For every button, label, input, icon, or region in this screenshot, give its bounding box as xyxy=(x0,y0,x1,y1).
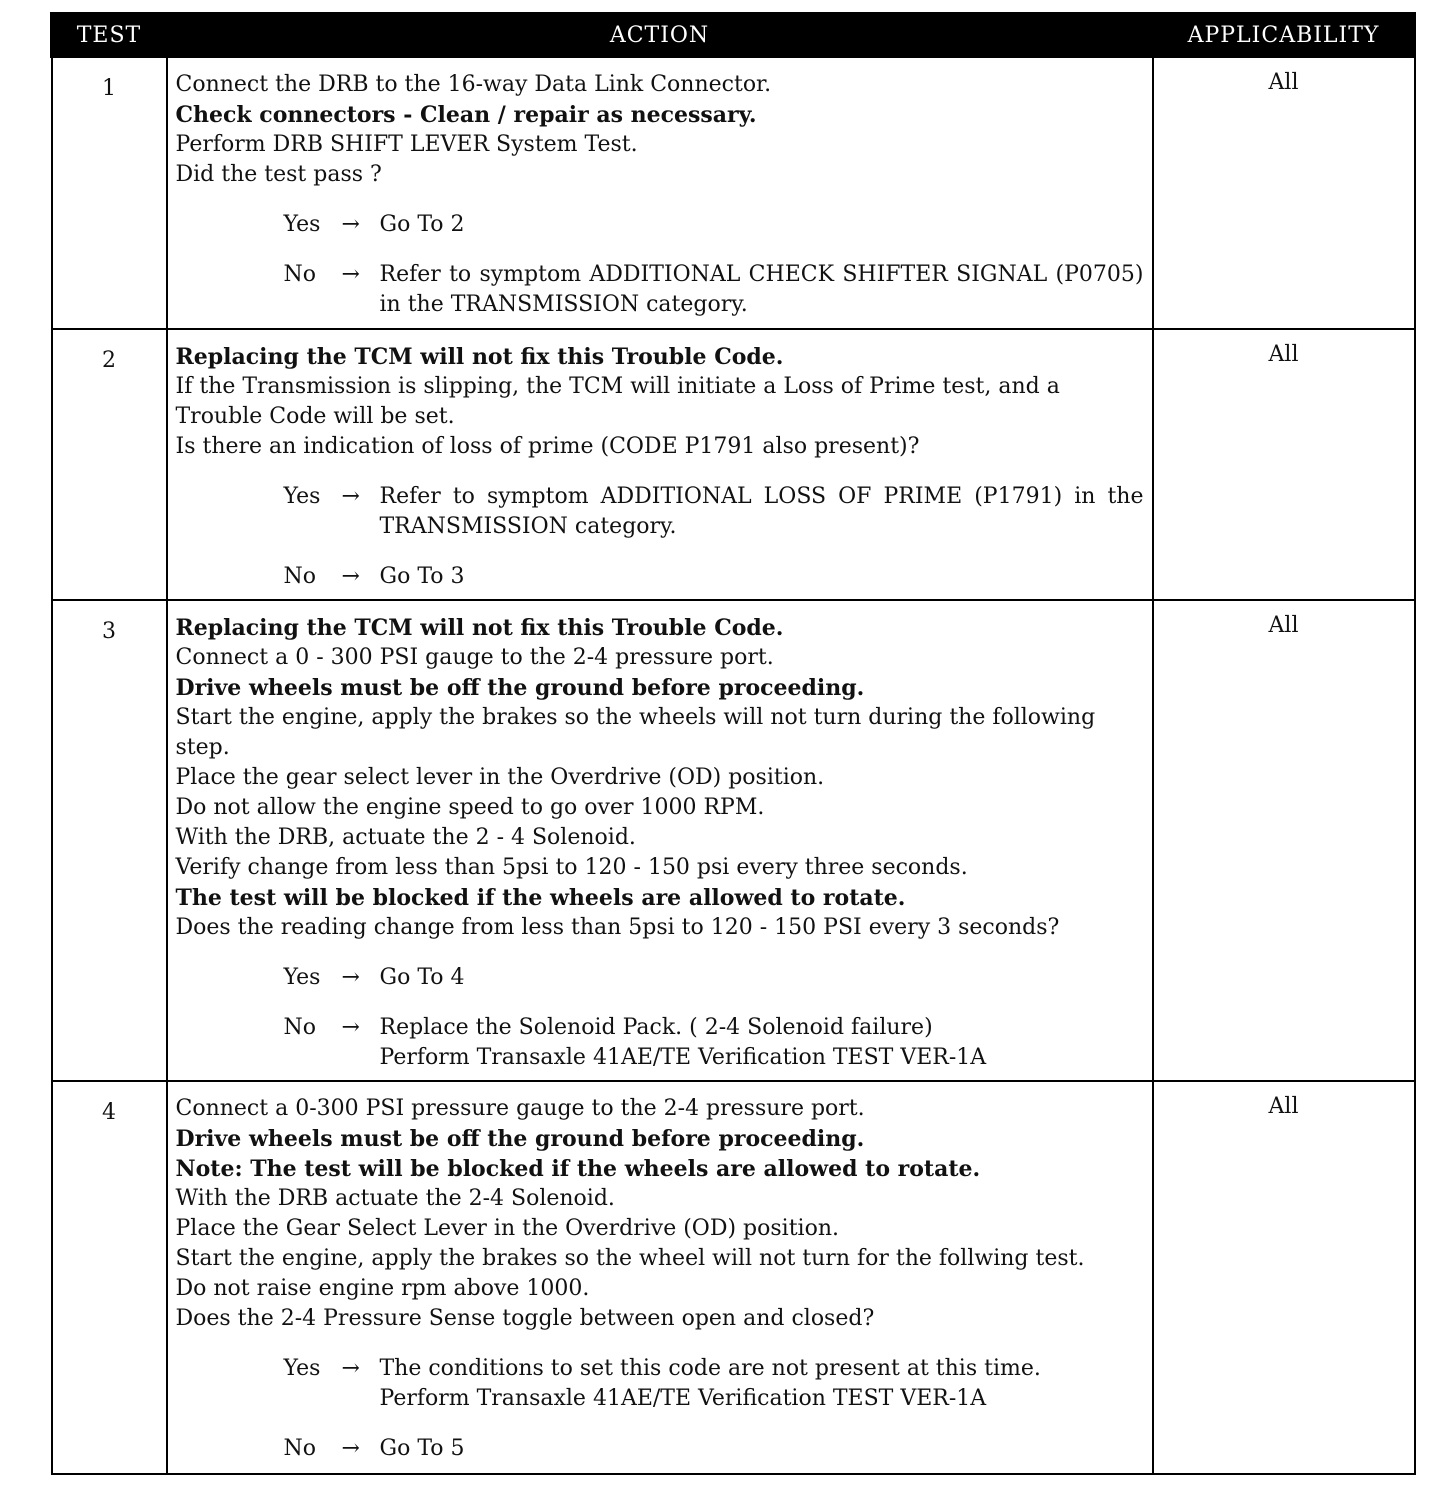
branch-result: Go To 2 xyxy=(379,212,465,237)
applicability-value: All xyxy=(1153,57,1415,329)
branch-label: No xyxy=(283,1435,316,1461)
test-number: 2 xyxy=(52,329,167,600)
branch-label: No xyxy=(283,563,316,589)
branch-result: Go To 5 xyxy=(379,1435,465,1461)
branch-result: Go To 3 xyxy=(379,563,465,589)
arrow-right-icon: → xyxy=(341,483,360,509)
branch-label: No xyxy=(283,262,316,287)
arrow-right-icon: → xyxy=(341,262,360,287)
yes-branch xyxy=(176,963,1144,993)
branch-result: Refer to symptom ADDITIONAL LOSS OF PRIME (P1791) in the TRANSMISSION category. xyxy=(379,483,1144,539)
header-action: ACTION xyxy=(167,14,1153,57)
instruction-line: Did the test pass ? xyxy=(175,162,382,187)
applicability-value: All xyxy=(1153,600,1415,1081)
header-test: TEST xyxy=(52,14,167,57)
branch-label: Yes xyxy=(283,483,321,509)
instruction-line: If the Transmission is slipping, the TCM will initiate a Loss of Prime test, and a Trouble Code will be set. xyxy=(175,373,1060,429)
instruction-warning: Note: The test will be blocked if the wheels are allowed to rotate. xyxy=(175,1155,981,1182)
yes-branch xyxy=(176,210,1144,240)
instruction-line: With the DRB actuate the 2-4 Solenoid. xyxy=(175,1185,615,1211)
instruction-line: Connect a 0-300 PSI pressure gauge to the 2-4 pressure port. xyxy=(175,1095,865,1121)
arrow-right-icon: → xyxy=(341,1355,360,1381)
no-branch xyxy=(176,562,1144,592)
instruction-line: Do not raise engine rpm above 1000. xyxy=(175,1275,590,1301)
instruction-line: Verify change from less than 5psi to 120 - 150 psi every three seconds. xyxy=(175,854,968,880)
applicability-value: All xyxy=(1153,329,1415,600)
action-cell xyxy=(167,1081,1153,1474)
test-number: 1 xyxy=(52,57,167,329)
arrow-right-icon: → xyxy=(341,1014,360,1040)
no-branch xyxy=(176,260,1144,320)
instruction-warning: Replacing the TCM will not fix this Trouble Code. xyxy=(175,614,784,641)
no-branch xyxy=(176,1013,1144,1073)
action-cell xyxy=(167,329,1153,600)
no-branch xyxy=(176,1434,1144,1464)
yes-branch xyxy=(176,482,1144,542)
table-row xyxy=(52,1081,1415,1474)
instruction-warning: Drive wheels must be off the ground before proceeding. xyxy=(175,674,865,701)
instruction-line: Perform DRB SHIFT LEVER System Test. xyxy=(175,132,638,157)
instruction-line: Is there an indication of loss of prime (CODE P1791 also present)? xyxy=(175,433,920,459)
branch-label: No xyxy=(283,1014,316,1040)
arrow-right-icon: → xyxy=(341,964,360,990)
branch-result: The conditions to set this code are not present at this time. Perform Transaxle 41AE/TE Verification TEST VER-1A xyxy=(379,1355,1041,1411)
test-number: 3 xyxy=(52,600,167,1081)
table-header-row xyxy=(52,14,1415,57)
header-applicability: APPLICABILITY xyxy=(1153,14,1415,57)
branch-label: Yes xyxy=(283,212,321,237)
arrow-right-icon: → xyxy=(341,563,360,589)
table-row xyxy=(52,329,1415,600)
instruction-line: Place the gear select lever in the Overdrive (OD) position. xyxy=(175,764,825,790)
branch-result: Replace the Solenoid Pack. ( 2-4 Solenoid failure) Perform Transaxle 41AE/TE Verification TEST VER-1A xyxy=(379,1014,987,1070)
instruction-line: Connect the DRB to the 16-way Data Link Connector. xyxy=(175,72,772,97)
branch-result: Refer to symptom ADDITIONAL CHECK SHIFTER SIGNAL (P0705) in the TRANSMISSION category. xyxy=(379,262,1144,317)
arrow-right-icon: → xyxy=(341,212,360,237)
yes-branch xyxy=(176,1354,1144,1414)
instruction-line: Does the reading change from less than 5psi to 120 - 150 PSI every 3 seconds? xyxy=(175,914,1060,940)
instruction-line: With the DRB, actuate the 2 - 4 Solenoid. xyxy=(175,824,636,850)
instruction-line: Do not allow the engine speed to go over 1000 RPM. xyxy=(175,794,765,820)
instruction-warning: The test will be blocked if the wheels are allowed to rotate. xyxy=(175,884,906,911)
arrow-right-icon: → xyxy=(341,1435,360,1461)
instruction-warning: Drive wheels must be off the ground before proceeding. xyxy=(175,1125,865,1152)
instruction-line: Start the engine, apply the brakes so the wheel will not turn for the follwing test. xyxy=(175,1245,1085,1271)
applicability-value: All xyxy=(1153,1081,1415,1474)
table-row xyxy=(52,57,1415,329)
instruction-warning: Replacing the TCM will not fix this Trouble Code. xyxy=(175,343,784,370)
instruction-line: Connect a 0 - 300 PSI gauge to the 2-4 pressure port. xyxy=(175,644,774,670)
test-number: 4 xyxy=(52,1081,167,1474)
instruction-warning: Check connectors - Clean / repair as necessary. xyxy=(175,102,757,128)
action-cell xyxy=(167,600,1153,1081)
action-cell xyxy=(167,57,1153,329)
instruction-line: Place the Gear Select Lever in the Overdrive (OD) position. xyxy=(175,1215,839,1241)
diagnostic-test-table xyxy=(50,12,1416,1475)
branch-result: Go To 4 xyxy=(379,964,465,990)
branch-label: Yes xyxy=(283,1355,321,1381)
instruction-line: Start the engine, apply the brakes so the wheels will not turn during the following step. xyxy=(175,704,1096,760)
table-row xyxy=(52,600,1415,1081)
instruction-line: Does the 2-4 Pressure Sense toggle between open and closed? xyxy=(175,1305,875,1331)
branch-label: Yes xyxy=(283,964,321,990)
